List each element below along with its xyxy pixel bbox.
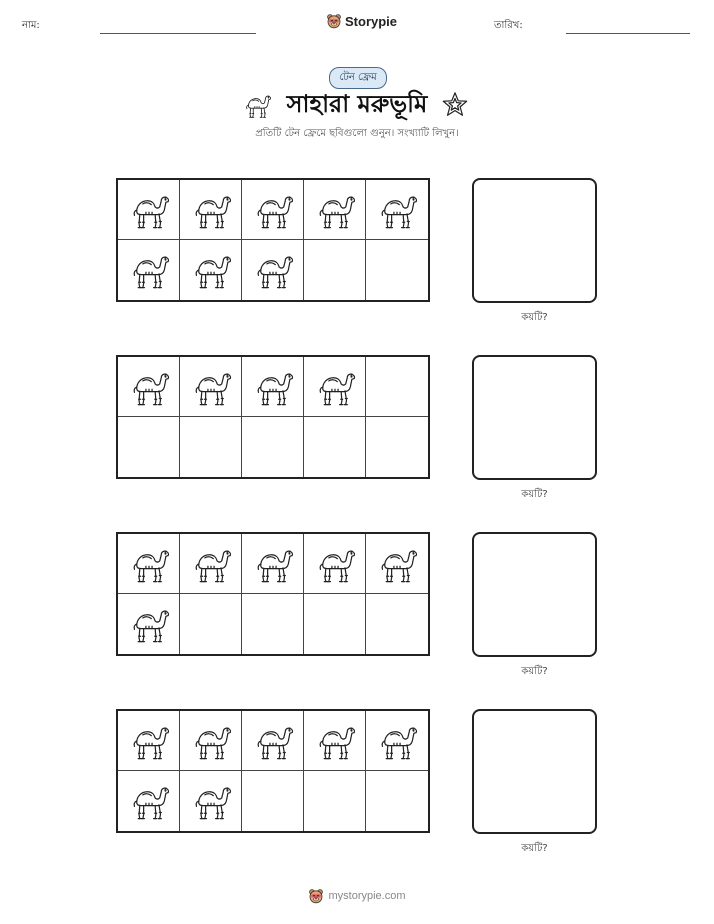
brand-name: Storypie — [345, 13, 398, 29]
ten-frame — [116, 532, 430, 656]
frame-cell — [366, 240, 428, 300]
camel-icon — [126, 247, 172, 293]
camel-icon — [126, 187, 172, 233]
frame-cell — [118, 771, 180, 831]
name-label: নাম: — [22, 20, 40, 31]
name-line — [100, 33, 256, 34]
frame-cell — [242, 180, 304, 240]
frame-cell — [366, 357, 428, 417]
footer — [0, 888, 714, 904]
frame-cell — [180, 180, 242, 240]
frame-cell — [304, 771, 366, 831]
frame-cell — [242, 534, 304, 594]
brand-logo — [326, 13, 397, 29]
ten-frame — [116, 355, 430, 479]
frame-cell — [180, 357, 242, 417]
frame-cell — [242, 417, 304, 477]
frame-cell — [180, 711, 242, 771]
camel-icon — [312, 364, 358, 410]
ten-frame — [116, 709, 430, 833]
camel-icon — [374, 718, 420, 764]
frame-cell — [304, 357, 366, 417]
camel-icon — [312, 718, 358, 764]
frame-cell — [118, 594, 180, 654]
star-icon — [441, 91, 469, 119]
camel-icon — [250, 247, 296, 293]
camel-icon — [126, 601, 172, 647]
frame-cell — [118, 534, 180, 594]
footer-site: mystorypie.com — [328, 890, 406, 902]
camel-icon — [188, 364, 234, 410]
camel-icon — [126, 778, 172, 824]
frame-cell — [118, 240, 180, 300]
how-many-label: কয়টি? — [521, 312, 548, 323]
camel-icon — [126, 718, 172, 764]
frame-cell — [304, 180, 366, 240]
camel-icon — [126, 541, 172, 587]
frame-cell — [180, 417, 242, 477]
storypie-bear-icon — [326, 13, 342, 29]
camel-icon — [188, 187, 234, 233]
answer-box[interactable] — [472, 355, 597, 480]
frame-cell — [242, 357, 304, 417]
date-line — [566, 33, 690, 34]
storypie-bear-icon — [308, 888, 324, 904]
frame-cell — [118, 357, 180, 417]
camel-icon — [312, 541, 358, 587]
camel-icon — [250, 364, 296, 410]
frame-cell — [118, 180, 180, 240]
camel-icon — [188, 247, 234, 293]
camel-icon — [188, 541, 234, 587]
answer-box[interactable] — [472, 532, 597, 657]
frame-cell — [180, 240, 242, 300]
ten-frame — [116, 178, 430, 302]
frame-cell — [304, 594, 366, 654]
date-label: তারিখ: — [494, 20, 523, 31]
frame-cell — [304, 417, 366, 477]
camel-icon — [126, 364, 172, 410]
frame-cell — [366, 417, 428, 477]
frame-cell — [180, 771, 242, 831]
camel-icon — [250, 541, 296, 587]
frame-cell — [366, 711, 428, 771]
answer-box[interactable] — [472, 709, 597, 834]
frame-cell — [118, 417, 180, 477]
frame-cell — [304, 711, 366, 771]
frame-cell — [242, 711, 304, 771]
instructions: প্রতিটি টেন ফ্রেমে ছবিগুলো গুনুন। সংখ্যাটি লিখুন। — [255, 128, 459, 139]
frame-cell — [366, 771, 428, 831]
frame-cell — [242, 594, 304, 654]
frame-cell — [366, 534, 428, 594]
camel-icon — [188, 778, 234, 824]
frame-cell — [366, 180, 428, 240]
frame-cell — [366, 594, 428, 654]
frame-cell — [242, 240, 304, 300]
camel-icon — [250, 718, 296, 764]
camel-icon — [374, 187, 420, 233]
camel-icon — [188, 718, 234, 764]
answer-box[interactable] — [472, 178, 597, 303]
how-many-label: কয়টি? — [521, 843, 548, 854]
frame-cell — [242, 771, 304, 831]
how-many-label: কয়টি? — [521, 489, 548, 500]
camel-icon — [250, 187, 296, 233]
frame-cell — [304, 534, 366, 594]
ten-frame-badge: টেন ফ্রেম — [329, 67, 387, 89]
frame-cell — [304, 240, 366, 300]
frame-cell — [180, 534, 242, 594]
camel-icon — [374, 541, 420, 587]
page-title: সাহারা মরুভূমি — [286, 90, 428, 118]
frame-cell — [180, 594, 242, 654]
camel-icon — [312, 187, 358, 233]
how-many-label: কয়টি? — [521, 666, 548, 677]
frame-cell — [118, 711, 180, 771]
